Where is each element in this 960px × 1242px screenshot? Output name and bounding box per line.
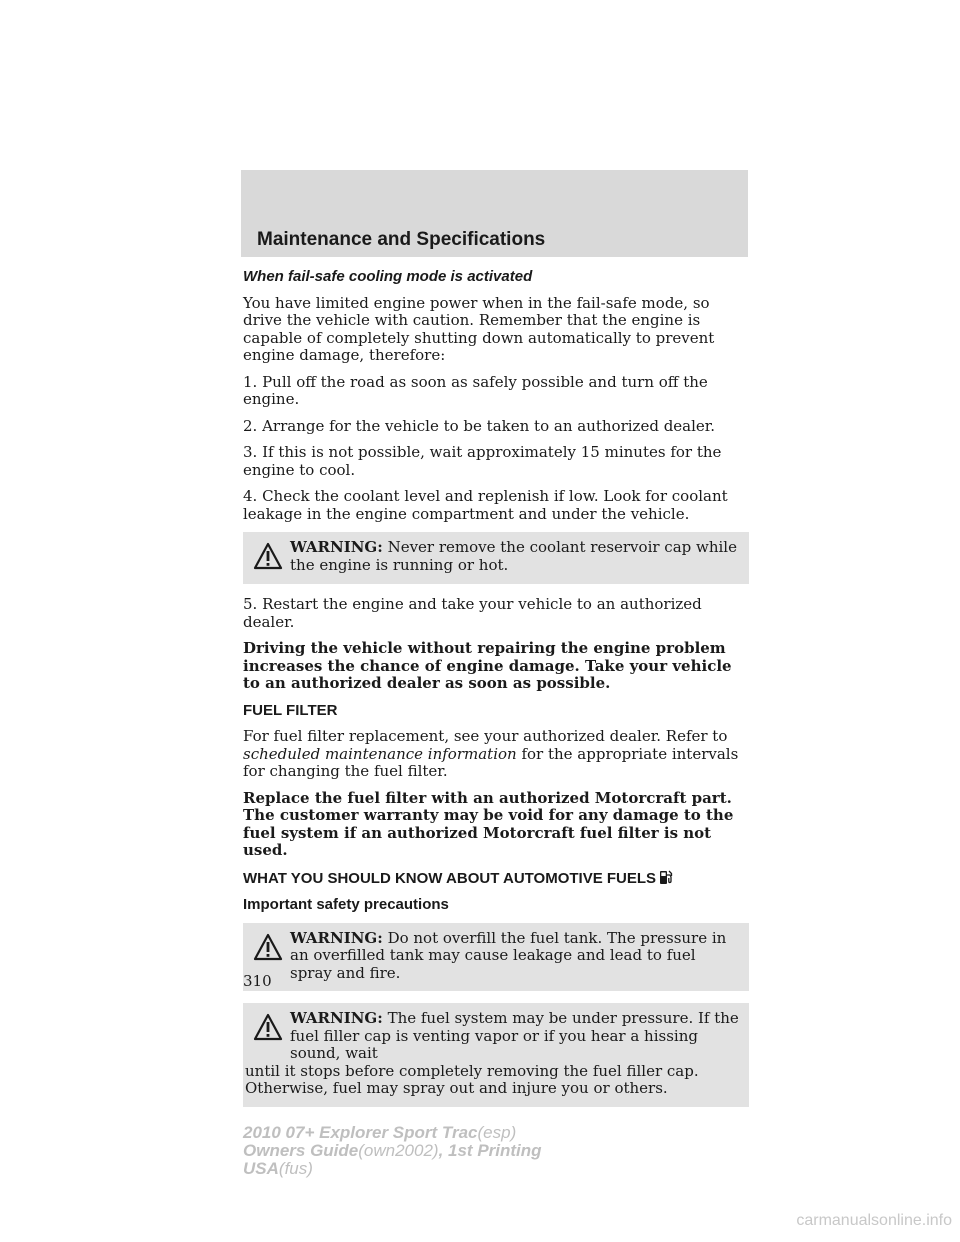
failsafe-step-5: 5. Restart the engine and take your vehicle to an authorized dealer. [243,595,702,631]
failsafe-step-1: 1. Pull off the road as soon as safely possible and turn off the engine. [243,372,708,408]
scheduled-maintenance-ref: scheduled maintenance information [243,744,517,763]
warning-label: WARNING: [290,1009,383,1027]
warning-text: The fuel system may be under pressure. If the fuel filler cap is venting vapor or if you hear a hissing sound, wait [290,1009,739,1062]
warning-label: WARNING: [290,538,383,556]
warning-triangle-icon [253,1013,283,1041]
failsafe-step-4: 4. Check the coolant level and replenish if low. Look for coolant leakage in the engine compartment and under the vehicle. [243,487,728,523]
site-watermark: carmanualsonline.info [796,1212,952,1229]
warning-text: Never remove the coolant reservoir cap while the engine is running or hot. [290,538,737,574]
fuel-filter-heading: FUEL FILTER [243,701,338,719]
page-content [243,268,749,1119]
print-footer: 2010 07+ Explorer Sport Trac(esp) Owners Guide(own2002), 1st Printing USA(fus) [243,1123,542,1178]
warning-text-continued: until it stops before completely removing the fuel filler cap. Otherwise, fuel may spray out and injure you or others. [245,1061,699,1097]
warning-triangle-icon [253,933,283,961]
failsafe-step-2: 2. Arrange for the vehicle to be taken to an authorized dealer. [243,416,716,435]
failsafe-step-3: 3. If this is not possible, wait approximately 15 minutes for the engine to cool. [243,443,722,479]
section-title: Maintenance and Specifications [257,229,546,250]
fuel-filter-text: For fuel filter replacement, see your authorized dealer. Refer to scheduled maintenance information for the appropriate intervals for changing the fuel filter. [243,727,739,780]
page-number: 310 [243,972,272,990]
fuels-heading: WHAT YOU SHOULD KNOW ABOUT AUTOMOTIVE FUELS [243,869,749,888]
warning-triangle-icon [253,542,283,570]
fuel-filter-bold-note: Replace the fuel filter with an authorized Motorcraft part. The customer warranty may be void for any damage to the fuel system if an authorized Motorcraft fuel filter is not used. [243,788,734,859]
fuel-pump-icon [659,869,673,885]
failsafe-bold-note: Driving the vehicle without repairing the engine problem increases the chance of engine damage. Take your vehicle to an authorized dealer as soon as possible. [243,639,732,692]
coolant-warning [243,532,749,584]
pressure-warning [243,1003,749,1107]
warning-text: Do not overfill the fuel tank. The pressure in an overfilled tank may cause leakage and lead to fuel spray and fire. [290,928,727,982]
failsafe-intro: You have limited engine power when in the fail-safe mode, so drive the vehicle with caution. Remember that the engine is capable of completely shutting down automatically to prevent engine damage, therefore: [243,293,715,364]
section-header-band [241,170,748,257]
failsafe-heading: When fail-safe cooling mode is activated [243,268,533,285]
safety-precautions-subheading: Important safety precautions [243,896,449,913]
overfill-warning [243,923,749,992]
warning-label: WARNING: [290,928,383,947]
